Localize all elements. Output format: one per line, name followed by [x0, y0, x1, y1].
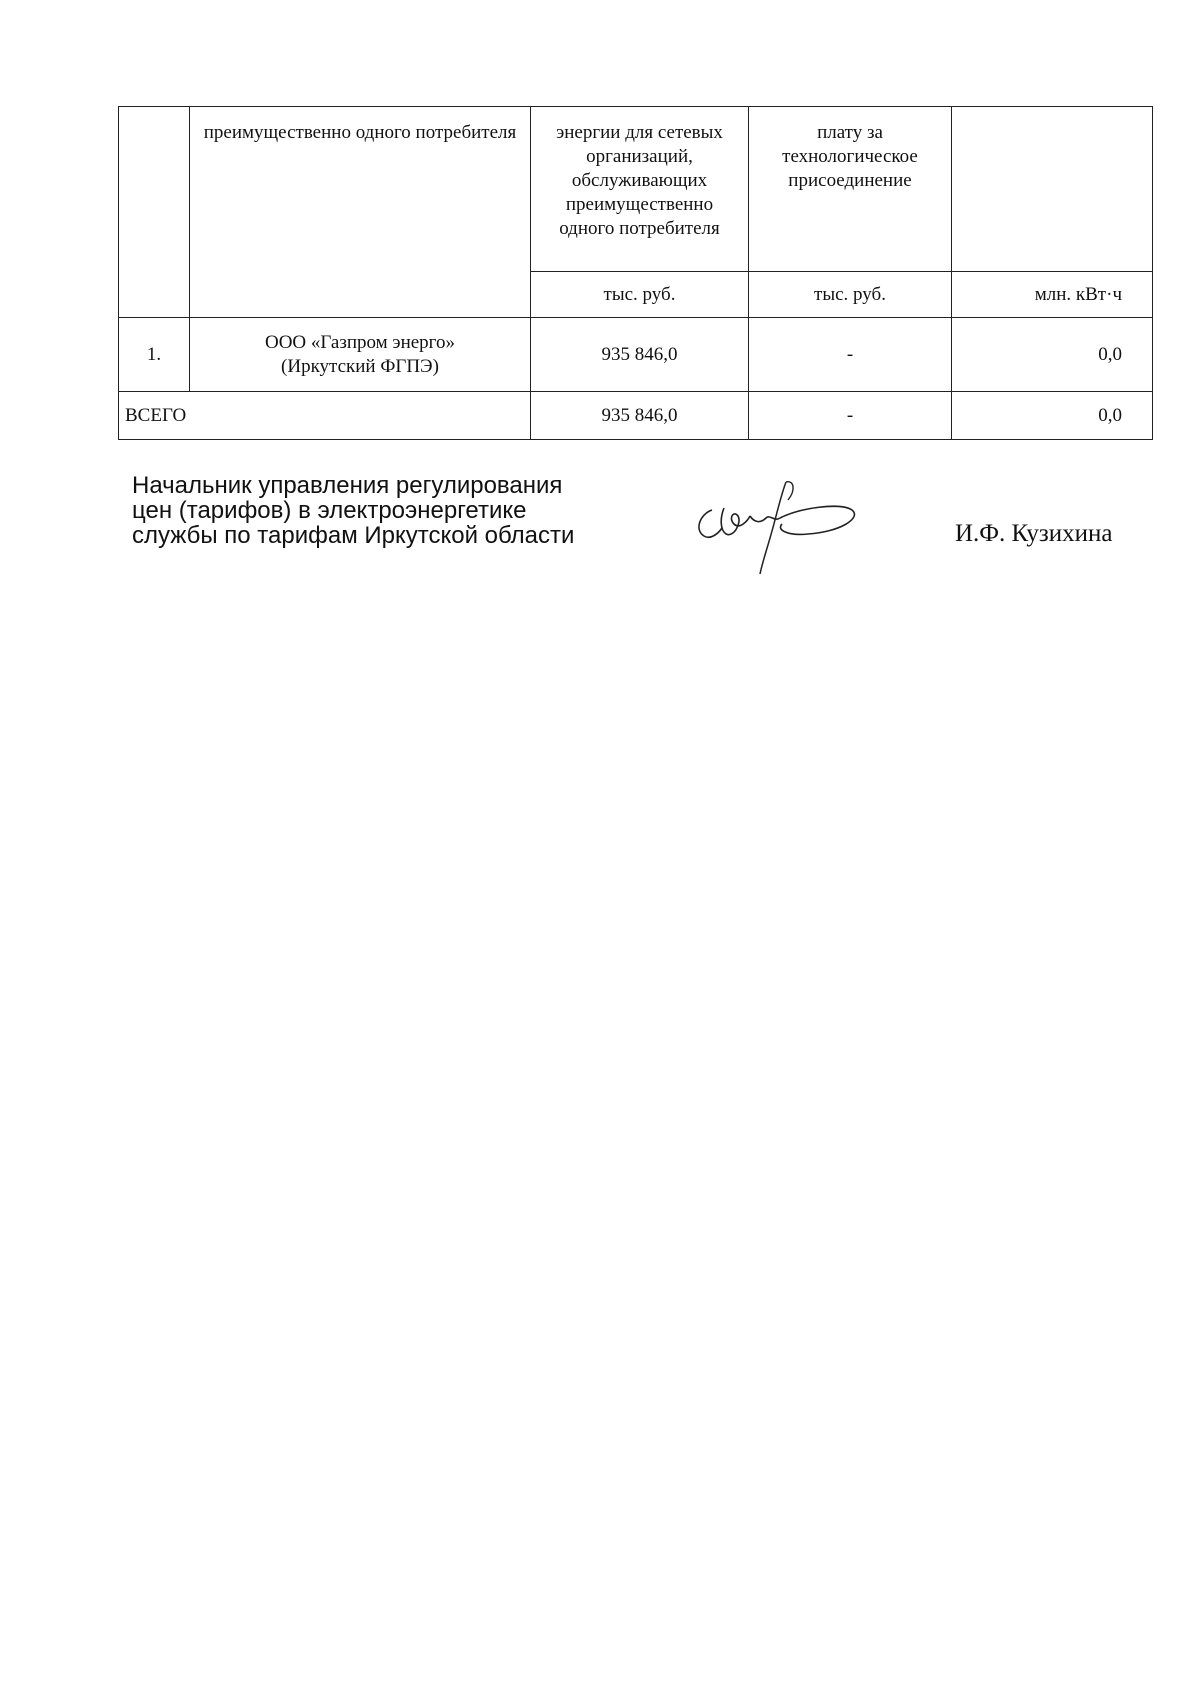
signer-name: И.Ф. Кузихина — [955, 520, 1113, 547]
total-label: ВСЕГО — [119, 392, 531, 440]
signatory-title-line-3: службы по тарифам Иркутской области — [132, 522, 575, 549]
handwritten-signature — [690, 478, 870, 578]
table-row — [119, 318, 1153, 392]
header-cell-number — [119, 107, 190, 318]
signatory-title-line-1: Начальник управления регулирования — [132, 472, 563, 499]
header-cell-volume — [952, 107, 1153, 272]
table-header-row — [119, 107, 1153, 272]
row-connection-fee: - — [749, 318, 952, 392]
unit-cell-connection-fee: тыс. руб. — [749, 272, 952, 318]
row-number: 1. — [119, 318, 190, 392]
row-energy-value: 935 846,0 — [531, 318, 749, 392]
header-cell-connection-fee: плату за технологическое присоединение — [749, 107, 952, 272]
header-cell-organization: преимущественно одного потребителя — [190, 107, 531, 318]
row-organization-branch: (Иркутский ФГПЭ) — [281, 355, 439, 377]
total-volume: 0,0 — [952, 392, 1153, 440]
row-volume: 0,0 — [952, 318, 1153, 392]
total-energy-value: 935 846,0 — [531, 392, 749, 440]
row-organization-name: ООО «Газпром энерго» — [264, 331, 456, 353]
row-organization — [190, 318, 531, 392]
signatory-title-line-2: цен (тарифов) в электроэнергетике — [132, 497, 527, 524]
signatory-title — [132, 473, 574, 548]
total-connection-fee: - — [749, 392, 952, 440]
header-cell-energy: энергии для сетевых организаций, обслуживающих преимущественно одного потребителя — [531, 107, 749, 272]
tariff-table — [118, 106, 1153, 440]
unit-cell-volume: млн. кВт·ч — [952, 272, 1153, 318]
unit-cell-energy: тыс. руб. — [531, 272, 749, 318]
table-total-row — [119, 392, 1153, 440]
